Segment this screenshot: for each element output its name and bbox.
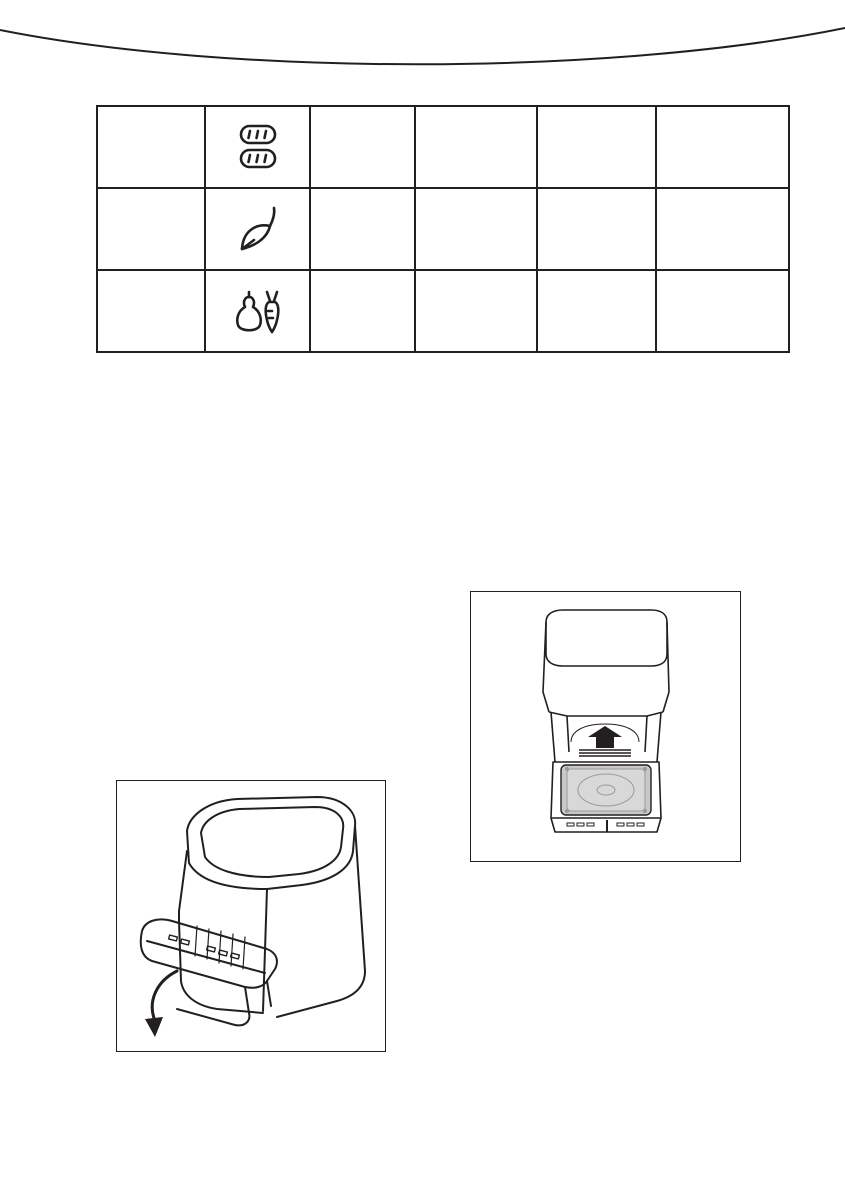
table-cell bbox=[656, 270, 789, 352]
table-cell bbox=[537, 188, 656, 270]
food-label-cell bbox=[97, 188, 205, 270]
table-cell bbox=[415, 106, 537, 188]
food-icon-cell bbox=[205, 188, 310, 270]
table-cell bbox=[310, 106, 415, 188]
page-cut-mark bbox=[0, 0, 845, 110]
air-fryer-door-open-illustration bbox=[117, 781, 385, 1051]
cooking-table bbox=[96, 105, 790, 353]
fish-icon bbox=[234, 205, 282, 253]
table-cell bbox=[537, 106, 656, 188]
table-cell bbox=[310, 188, 415, 270]
table-row-bread bbox=[97, 106, 789, 188]
table-cell bbox=[656, 106, 789, 188]
table-cell bbox=[310, 270, 415, 352]
table-cell bbox=[656, 188, 789, 270]
table-cell bbox=[537, 270, 656, 352]
food-icon-cell bbox=[205, 106, 310, 188]
bread-icon bbox=[234, 123, 282, 171]
table-row-vegetables bbox=[97, 270, 789, 352]
food-label-cell bbox=[97, 106, 205, 188]
table-cell bbox=[415, 188, 537, 270]
air-fryer-basket-insert-illustration bbox=[471, 592, 740, 861]
table-cell bbox=[415, 270, 537, 352]
food-label-cell bbox=[97, 270, 205, 352]
table-row-fish bbox=[97, 188, 789, 270]
vegetables-icon bbox=[232, 287, 284, 335]
figure-insert-basket bbox=[470, 591, 741, 862]
figure-open-door bbox=[116, 780, 386, 1052]
food-icon-cell bbox=[205, 270, 310, 352]
